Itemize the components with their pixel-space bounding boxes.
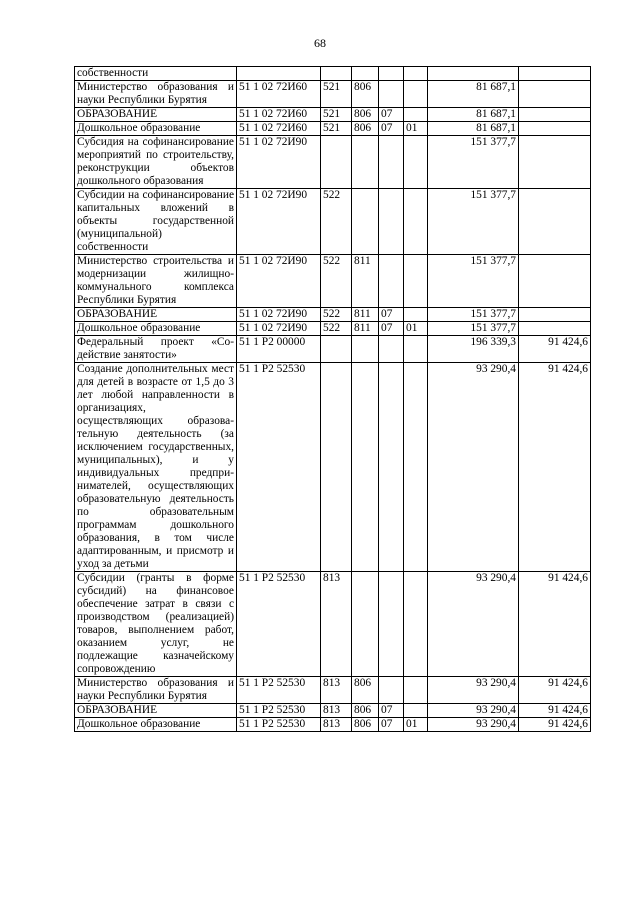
ministry-code-cell: 806 bbox=[352, 122, 379, 136]
section-cell: 07 bbox=[379, 108, 404, 122]
target-article-cell: 51 1 02 72И60 bbox=[237, 108, 321, 122]
target-article-cell: 51 1 02 72И60 bbox=[237, 81, 321, 108]
target-article-cell: 51 1 Р2 52530 bbox=[237, 677, 321, 704]
expense-type-cell: 522 bbox=[321, 255, 352, 308]
section-cell: 07 bbox=[379, 322, 404, 336]
expense-type-cell: 813 bbox=[321, 572, 352, 677]
row-name-cell: Субсидии на софинансирование капитальных вложений в объекты государственной (муниципальной) собственности bbox=[75, 189, 237, 255]
expense-type-cell: 813 bbox=[321, 677, 352, 704]
subsection-cell: 01 bbox=[404, 322, 428, 336]
amount-cell: 93 290,4 bbox=[428, 718, 519, 732]
row-name-cell: Субсидия на софинансирование мероприятий по строительству, реконструкции объектов дошкольного образования bbox=[75, 136, 237, 189]
section-cell bbox=[379, 136, 404, 189]
federal-amount-cell bbox=[519, 322, 591, 336]
federal-amount-cell bbox=[519, 308, 591, 322]
table-row bbox=[75, 136, 591, 189]
subsection-cell bbox=[404, 255, 428, 308]
federal-amount-cell: 91 424,6 bbox=[519, 677, 591, 704]
table-row bbox=[75, 336, 591, 363]
section-cell: 07 bbox=[379, 122, 404, 136]
table-row bbox=[75, 108, 591, 122]
amount-cell: 151 377,7 bbox=[428, 308, 519, 322]
table-row bbox=[75, 255, 591, 308]
ministry-code-cell: 806 bbox=[352, 704, 379, 718]
amount-cell: 93 290,4 bbox=[428, 363, 519, 572]
subsection-cell bbox=[404, 189, 428, 255]
table-row bbox=[75, 81, 591, 108]
amount-cell: 151 377,7 bbox=[428, 322, 519, 336]
amount-cell: 196 339,3 bbox=[428, 336, 519, 363]
subsection-cell: 01 bbox=[404, 718, 428, 732]
section-cell bbox=[379, 363, 404, 572]
table-row bbox=[75, 572, 591, 677]
federal-amount-cell bbox=[519, 122, 591, 136]
ministry-code-cell: 806 bbox=[352, 108, 379, 122]
table-row bbox=[75, 718, 591, 732]
table-row bbox=[75, 189, 591, 255]
ministry-code-cell bbox=[352, 189, 379, 255]
federal-amount-cell bbox=[519, 189, 591, 255]
row-name-cell: Субсидии (гранты в форме субсидий) на финансовое обеспечение затрат в связи с производством (реализацией) товаров, выполнением работ, оказанием услуг, не подлежащие казначейскому сопровождению bbox=[75, 572, 237, 677]
expense-type-cell: 522 bbox=[321, 189, 352, 255]
table-row bbox=[75, 322, 591, 336]
expense-type-cell bbox=[321, 336, 352, 363]
amount-cell: 151 377,7 bbox=[428, 255, 519, 308]
section-cell bbox=[379, 336, 404, 363]
row-name-cell: Дошкольное образование bbox=[75, 122, 237, 136]
section-cell bbox=[379, 255, 404, 308]
ministry-code-cell: 811 bbox=[352, 255, 379, 308]
federal-amount-cell bbox=[519, 255, 591, 308]
target-article-cell: 51 1 02 72И90 bbox=[237, 308, 321, 322]
subsection-cell bbox=[404, 363, 428, 572]
ministry-code-cell: 811 bbox=[352, 308, 379, 322]
table-row bbox=[75, 677, 591, 704]
federal-amount-cell: 91 424,6 bbox=[519, 363, 591, 572]
target-article-cell: 51 1 Р2 00000 bbox=[237, 336, 321, 363]
amount-cell: 81 687,1 bbox=[428, 108, 519, 122]
target-article-cell: 51 1 02 72И90 bbox=[237, 189, 321, 255]
section-cell bbox=[379, 572, 404, 677]
row-name-cell: Дошкольное образование bbox=[75, 322, 237, 336]
subsection-cell bbox=[404, 336, 428, 363]
amount-cell: 151 377,7 bbox=[428, 136, 519, 189]
budget-table bbox=[74, 66, 591, 732]
row-name-cell: Создание дополнительных мест для детей в возрасте от 1,5 до 3 лет любой направленности в организациях, осуществляющих образовательную деятельность (за исключением государственных, муниципальных), и у индивидуальных предпринимателей, осуществляющих образовательную деятельность по образовательным программам дошкольного образования, в том числе адаптированным, и присмотр и уход за детьми bbox=[75, 363, 237, 572]
section-cell: 07 bbox=[379, 308, 404, 322]
table-row bbox=[75, 122, 591, 136]
table-row bbox=[75, 67, 591, 81]
section-cell: 07 bbox=[379, 718, 404, 732]
row-name-cell: Федеральный проект «Содействие занятости» bbox=[75, 336, 237, 363]
table-row bbox=[75, 704, 591, 718]
ministry-code-cell: 806 bbox=[352, 677, 379, 704]
row-name-cell: ОБРАЗОВАНИЕ bbox=[75, 308, 237, 322]
expense-type-cell: 522 bbox=[321, 308, 352, 322]
section-cell bbox=[379, 189, 404, 255]
target-article-cell: 51 1 02 72И90 bbox=[237, 255, 321, 308]
amount-cell: 81 687,1 bbox=[428, 81, 519, 108]
federal-amount-cell bbox=[519, 67, 591, 81]
row-name-cell: Министерство образования и науки Республики Бурятия bbox=[75, 677, 237, 704]
amount-cell bbox=[428, 67, 519, 81]
target-article-cell: 51 1 Р2 52530 bbox=[237, 718, 321, 732]
expense-type-cell: 521 bbox=[321, 108, 352, 122]
ministry-code-cell: 806 bbox=[352, 718, 379, 732]
expense-type-cell bbox=[321, 67, 352, 81]
row-name-cell: Министерство образования и науки Республики Бурятия bbox=[75, 81, 237, 108]
section-cell bbox=[379, 677, 404, 704]
target-article-cell: 51 1 02 72И90 bbox=[237, 136, 321, 189]
federal-amount-cell: 91 424,6 bbox=[519, 572, 591, 677]
section-cell: 07 bbox=[379, 704, 404, 718]
federal-amount-cell bbox=[519, 108, 591, 122]
subsection-cell bbox=[404, 572, 428, 677]
table-row bbox=[75, 308, 591, 322]
expense-type-cell bbox=[321, 363, 352, 572]
federal-amount-cell: 91 424,6 bbox=[519, 704, 591, 718]
expense-type-cell bbox=[321, 136, 352, 189]
federal-amount-cell: 91 424,6 bbox=[519, 718, 591, 732]
amount-cell: 93 290,4 bbox=[428, 572, 519, 677]
subsection-cell bbox=[404, 704, 428, 718]
subsection-cell bbox=[404, 67, 428, 81]
amount-cell: 151 377,7 bbox=[428, 189, 519, 255]
ministry-code-cell bbox=[352, 67, 379, 81]
ministry-code-cell bbox=[352, 136, 379, 189]
ministry-code-cell bbox=[352, 336, 379, 363]
row-name-cell: Министерство строительства и модернизации жилищно-коммунального комплекса Республики Бурятия bbox=[75, 255, 237, 308]
expense-type-cell: 813 bbox=[321, 718, 352, 732]
section-cell bbox=[379, 81, 404, 108]
row-name-cell: ОБРАЗОВАНИЕ bbox=[75, 704, 237, 718]
subsection-cell bbox=[404, 136, 428, 189]
subsection-cell: 01 bbox=[404, 122, 428, 136]
subsection-cell bbox=[404, 108, 428, 122]
expense-type-cell: 813 bbox=[321, 704, 352, 718]
target-article-cell bbox=[237, 67, 321, 81]
expense-type-cell: 522 bbox=[321, 322, 352, 336]
federal-amount-cell bbox=[519, 136, 591, 189]
ministry-code-cell: 811 bbox=[352, 322, 379, 336]
budget-table-body bbox=[75, 67, 591, 732]
federal-amount-cell: 91 424,6 bbox=[519, 336, 591, 363]
expense-type-cell: 521 bbox=[321, 81, 352, 108]
amount-cell: 93 290,4 bbox=[428, 704, 519, 718]
page-number: 68 bbox=[314, 36, 326, 50]
ministry-code-cell bbox=[352, 363, 379, 572]
federal-amount-cell bbox=[519, 81, 591, 108]
ministry-code-cell bbox=[352, 572, 379, 677]
row-name-cell: ОБРАЗОВАНИЕ bbox=[75, 108, 237, 122]
target-article-cell: 51 1 Р2 52530 bbox=[237, 363, 321, 572]
amount-cell: 81 687,1 bbox=[428, 122, 519, 136]
amount-cell: 93 290,4 bbox=[428, 677, 519, 704]
expense-type-cell: 521 bbox=[321, 122, 352, 136]
target-article-cell: 51 1 Р2 52530 bbox=[237, 704, 321, 718]
table-row bbox=[75, 363, 591, 572]
row-name-cell: собственности bbox=[75, 67, 237, 81]
subsection-cell bbox=[404, 677, 428, 704]
target-article-cell: 51 1 Р2 52530 bbox=[237, 572, 321, 677]
target-article-cell: 51 1 02 72И90 bbox=[237, 322, 321, 336]
ministry-code-cell: 806 bbox=[352, 81, 379, 108]
subsection-cell bbox=[404, 81, 428, 108]
subsection-cell bbox=[404, 308, 428, 322]
target-article-cell: 51 1 02 72И60 bbox=[237, 122, 321, 136]
row-name-cell: Дошкольное образование bbox=[75, 718, 237, 732]
section-cell bbox=[379, 67, 404, 81]
